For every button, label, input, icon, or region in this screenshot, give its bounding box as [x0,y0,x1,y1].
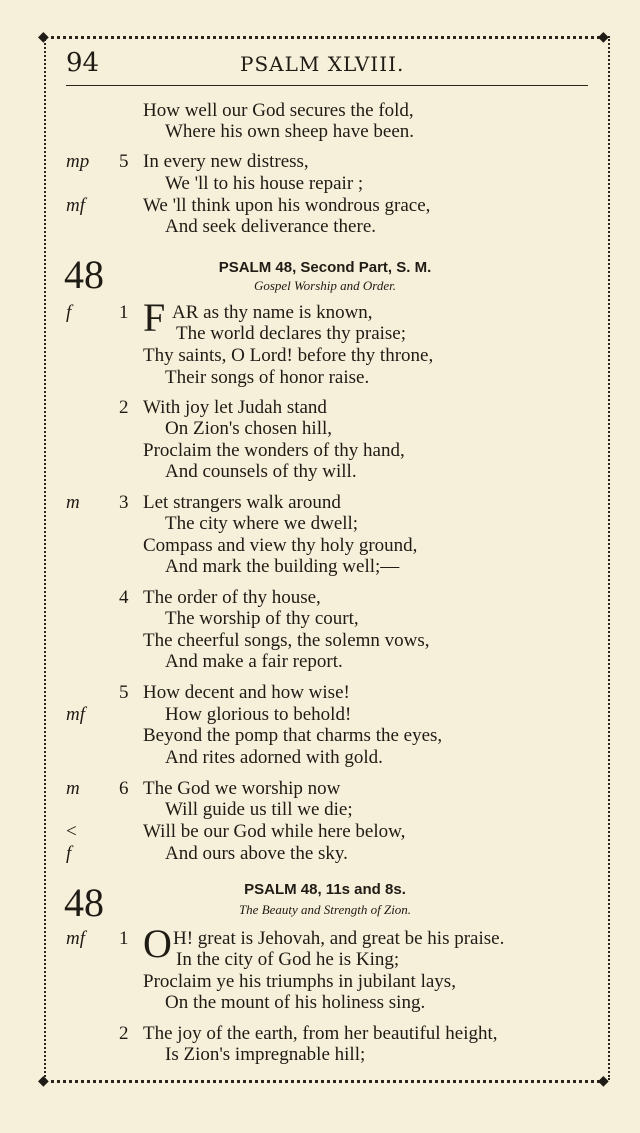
hymn-line: On the mount of his holiness sing. [165,992,426,1013]
dynamic-mark: m [66,778,80,799]
verse-number: 5 [119,682,129,703]
hymn-line: The world declares thy praise; [176,323,407,344]
hymn-line: Their songs of honor raise. [165,367,370,388]
verse-number: 1 [119,928,129,949]
psalm-subtitle: Gospel Worship and Order. [253,278,397,293]
psalm-title: PSALM 48, 11s and 8s. [244,881,406,898]
hymn-line: Will guide us till we die; [165,799,353,820]
corner-ornament-icon: ◆ [38,29,49,45]
verse-number: 4 [119,587,129,608]
bottom-ornamental-rule [44,1080,606,1083]
psalm-number: 48 [64,880,104,925]
hymn-line: We 'll to his house repair ; [165,173,364,194]
hymn-line: In the city of God he is King; [176,949,400,970]
dynamic-mark: mf [66,195,85,216]
dynamic-mark: f [66,843,72,864]
hymn-line: And counsels of thy will. [165,461,357,482]
hymn-line: AR as thy name is known, [172,302,373,323]
hymn-line: The joy of the earth, from her beautiful height, [143,1023,498,1044]
hymn-line: How well our God secures the fold, [143,100,414,121]
drop-cap: F [143,295,166,340]
verse-number: 2 [119,397,129,418]
hymn-line: And rites adorned with gold. [165,747,383,768]
psalm-number: 48 [64,252,104,297]
verse-number: 1 [119,302,129,323]
hymn-line: Compass and view thy holy ground, [143,535,418,556]
verse-number: 2 [119,1023,129,1044]
hymn-line: With joy let Judah stand [143,397,327,418]
verse-number: 3 [119,492,129,513]
hymn-line: And ours above the sky. [165,843,348,864]
hymn-line: How glorious to behold! [165,704,352,725]
hymn-line: Proclaim the wonders of thy hand, [143,440,405,461]
dynamic-mark: mf [66,928,85,949]
hymn-line: And seek deliverance there. [165,216,377,237]
verse-number: 5 [119,151,129,172]
hymn-line: And make a fair report. [165,651,343,672]
hymn-line: Proclaim ye his triumphs in jubilant lays, [143,971,456,992]
hymn-line: Will be our God while here below, [143,821,406,842]
hymn-line: In every new distress, [143,151,309,172]
dynamic-mark: mp [66,151,90,172]
corner-ornament-icon: ◆ [598,1073,609,1089]
header-divider [66,85,588,86]
dynamic-mark: mf [66,704,85,725]
corner-ornament-icon: ◆ [598,29,609,45]
crescendo-mark: < [66,821,77,842]
page-number: 94 [66,48,100,78]
hymn-line: On Zion's chosen hill, [165,418,333,439]
psalm-subtitle: The Beauty and Strength of Zion. [238,902,412,917]
hymn-line: And mark the building well;— [165,556,400,577]
hymn-line: We 'll think upon his wondrous grace, [143,195,431,216]
dynamic-mark: m [66,492,80,513]
hymn-line: Beyond the pomp that charms the eyes, [143,725,443,746]
top-ornamental-rule [44,36,606,39]
hymn-line: How decent and how wise! [143,682,350,703]
hymn-line: Where his own sheep have been. [165,121,415,142]
hymn-line: The city where we dwell; [165,513,359,534]
hymn-line: H! great is Jehovah, and great be his praise. [173,928,505,949]
hymn-line: The order of thy house, [143,587,321,608]
hymn-line: The worship of thy court, [165,608,359,629]
dynamic-mark: f [66,302,72,323]
drop-cap: O [143,921,172,966]
hymn-line: Is Zion's impregnable hill; [165,1044,366,1065]
running-head: PSALM XLVIII. [240,52,405,76]
hymn-line: The God we worship now [143,778,341,799]
hymn-line: Let strangers walk around [143,492,341,513]
psalm-title: PSALM 48, Second Part, S. M. [218,259,432,276]
corner-ornament-icon: ◆ [38,1073,49,1089]
hymn-line: The cheerful songs, the solemn vows, [143,630,430,651]
hymn-line: Thy saints, O Lord! before thy throne, [143,345,434,366]
verse-number: 6 [119,778,129,799]
